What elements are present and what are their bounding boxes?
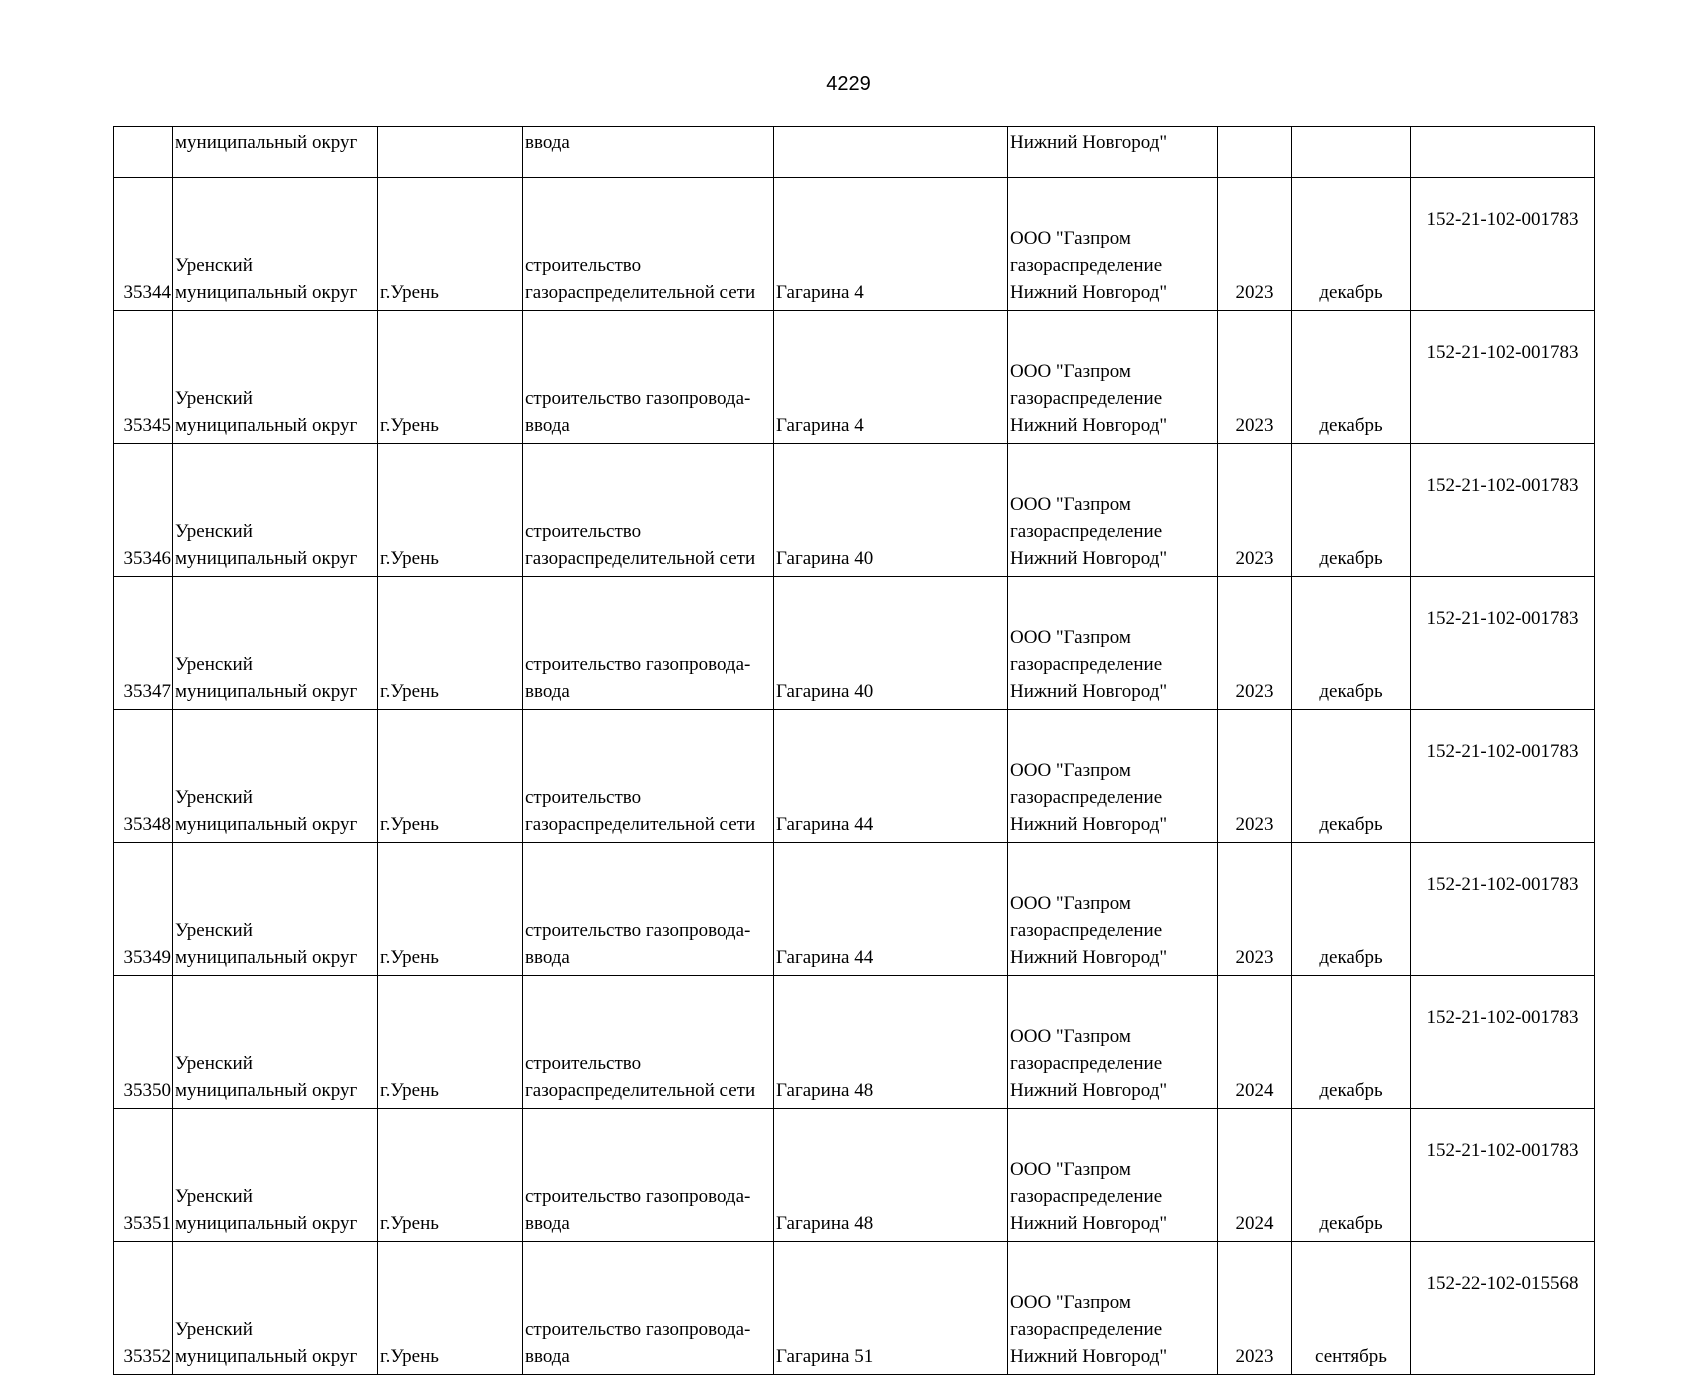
cell-locality (378, 976, 523, 1109)
cell-locality (378, 178, 523, 311)
cell-year (1218, 976, 1292, 1109)
district-line-2: муниципальный округ (175, 1080, 358, 1101)
cell-month (1292, 311, 1411, 444)
row-number: 35351 (123, 1213, 171, 1234)
cell-organization (1008, 976, 1218, 1109)
organization-line-1: ООО "Газпром (1010, 228, 1131, 249)
year-text: 2023 (1235, 947, 1274, 968)
address-text: Гагарина 4 (776, 415, 864, 436)
address-text: Гагарина 4 (776, 282, 864, 303)
address-text: Гагарина 44 (776, 947, 874, 968)
registry-code: 152-22-102-015568 (1426, 1273, 1579, 1294)
cell-organization (1008, 1109, 1218, 1242)
locality-text: г.Урень (380, 1080, 439, 1101)
cell-organization (1008, 311, 1218, 444)
cell-year (1218, 127, 1292, 178)
registry-code: 152-21-102-001783 (1426, 475, 1579, 496)
locality-text: г.Урень (380, 282, 439, 303)
cell-month (1292, 178, 1411, 311)
district-line-2: муниципальный округ (175, 947, 358, 968)
cell-district (173, 444, 378, 577)
district-line-2: муниципальный округ (175, 1346, 358, 1367)
cell-number (114, 577, 173, 710)
cell-month (1292, 444, 1411, 577)
registry-code: 152-21-102-001783 (1426, 1007, 1579, 1028)
locality-text: г.Урень (380, 548, 439, 569)
month-text: декабрь (1319, 282, 1383, 303)
cell-work-type (523, 577, 774, 710)
registry-code: 152-21-102-001783 (1426, 741, 1579, 762)
locality-text: г.Урень (380, 814, 439, 835)
cell-code (1411, 710, 1595, 843)
cell-year (1218, 577, 1292, 710)
work-line-2: ввода (525, 415, 570, 436)
cell-year (1218, 843, 1292, 976)
district-line-2: муниципальный округ (175, 282, 358, 303)
cell-number (114, 710, 173, 843)
month-text: декабрь (1319, 415, 1383, 436)
cell-work-type (523, 1109, 774, 1242)
cell-address (774, 976, 1008, 1109)
table-row (114, 710, 1595, 843)
organization-line-3: Нижний Новгород" (1010, 681, 1168, 702)
cell-address (774, 577, 1008, 710)
organization-line-2: газораспределение (1010, 1053, 1163, 1074)
year-text: 2023 (1235, 548, 1274, 569)
cell-work-type: ввода (523, 127, 774, 178)
locality-text: г.Урень (380, 1346, 439, 1367)
cell-district (173, 178, 378, 311)
cell-organization (1008, 577, 1218, 710)
cell-month (1292, 976, 1411, 1109)
work-line-1: строительство (525, 1053, 642, 1074)
cell-year (1218, 1242, 1292, 1375)
cell-locality (378, 127, 523, 178)
table-row (114, 577, 1595, 710)
cell-district (173, 976, 378, 1109)
work-line-2: газораспределительной сети (525, 1080, 756, 1101)
address-text: Гагарина 40 (776, 548, 874, 569)
cell-locality (378, 444, 523, 577)
cell-code (1411, 127, 1595, 178)
locality-text: г.Урень (380, 947, 439, 968)
cell-month (1292, 1242, 1411, 1375)
organization-line-1: ООО "Газпром (1010, 893, 1131, 914)
cell-address (774, 311, 1008, 444)
district-line-1: Уренский (175, 388, 253, 409)
cell-locality (378, 1109, 523, 1242)
organization-line-3: Нижний Новгород" (1010, 415, 1168, 436)
row-number: 35352 (123, 1346, 171, 1367)
registry-code: 152-21-102-001783 (1426, 1140, 1579, 1161)
cell-month (1292, 127, 1411, 178)
organization-line-3: Нижний Новгород" (1010, 947, 1168, 968)
organization-line-2: газораспределение (1010, 521, 1163, 542)
cell-number (114, 843, 173, 976)
organization-line-2: газораспределение (1010, 1319, 1163, 1340)
row-number: 35350 (123, 1080, 171, 1101)
locality-text: г.Урень (380, 1213, 439, 1234)
row-number: 35348 (123, 814, 171, 835)
organization-line-2: газораспределение (1010, 388, 1163, 409)
cell-code (1411, 843, 1595, 976)
cell-number (114, 178, 173, 311)
address-text: Гагарина 48 (776, 1213, 874, 1234)
cell-organization (1008, 843, 1218, 976)
year-text: 2023 (1235, 1346, 1274, 1367)
cell-address (774, 178, 1008, 311)
cell-organization (1008, 1242, 1218, 1375)
registry-table (113, 126, 1595, 1375)
organization-line-3: Нижний Новгород" (1010, 548, 1168, 569)
work-line-1: строительство газопровода- (525, 920, 751, 941)
cell-locality (378, 577, 523, 710)
organization-line-2: газораспределение (1010, 787, 1163, 808)
cell-year (1218, 444, 1292, 577)
cell-address (774, 843, 1008, 976)
table-row (114, 1242, 1595, 1375)
row-number: 35344 (123, 282, 171, 303)
table-row (114, 976, 1595, 1109)
cell-district (173, 311, 378, 444)
organization-line-2: газораспределение (1010, 654, 1163, 675)
cell-work-type (523, 311, 774, 444)
cell-district (173, 1242, 378, 1375)
cell-address (774, 1242, 1008, 1375)
page-number: 4229 (826, 73, 871, 95)
work-line-2: газораспределительной сети (525, 814, 756, 835)
work-line-1: строительство (525, 521, 642, 542)
cell-organization (1008, 710, 1218, 843)
district-line-2: муниципальный округ (175, 1213, 358, 1234)
organization-line-3: Нижний Новгород" (1010, 1346, 1168, 1367)
cell-locality (378, 710, 523, 843)
work-line-1: строительство газопровода- (525, 388, 751, 409)
organization-line-2: газораспределение (1010, 255, 1163, 276)
district-line-1: Уренский (175, 1053, 253, 1074)
cell-number (114, 444, 173, 577)
row-number: 35345 (123, 415, 171, 436)
cell-work-type (523, 1242, 774, 1375)
address-text: Гагарина 44 (776, 814, 874, 835)
address-text: Гагарина 40 (776, 681, 874, 702)
work-line-1: строительство (525, 255, 642, 276)
work-line-1: строительство газопровода- (525, 1186, 751, 1207)
table-row (114, 444, 1595, 577)
registry-code: 152-21-102-001783 (1426, 209, 1579, 230)
cell-number (114, 1109, 173, 1242)
cell-month (1292, 710, 1411, 843)
cell-work-type (523, 178, 774, 311)
cell-address (774, 444, 1008, 577)
work-line-2: ввода (525, 1213, 570, 1234)
month-text: декабрь (1319, 1213, 1383, 1234)
cell-code (1411, 976, 1595, 1109)
cell-work-type (523, 710, 774, 843)
cell-year (1218, 710, 1292, 843)
cell-work-type (523, 843, 774, 976)
district-line-2: муниципальный округ (175, 415, 358, 436)
cell-district (173, 1109, 378, 1242)
cell-code (1411, 178, 1595, 311)
table-row (114, 1109, 1595, 1242)
year-text: 2024 (1235, 1080, 1274, 1101)
district-line-1: Уренский (175, 521, 253, 542)
cell-work-type (523, 976, 774, 1109)
work-line-2: ввода (525, 681, 570, 702)
cell-number (114, 311, 173, 444)
cell-district (173, 843, 378, 976)
district-line-2: муниципальный округ (175, 814, 358, 835)
cell-district: муниципальный округ (173, 127, 378, 178)
cell-locality (378, 311, 523, 444)
cell-code (1411, 577, 1595, 710)
cell-code (1411, 1242, 1595, 1375)
organization-line-1: ООО "Газпром (1010, 627, 1131, 648)
month-text: сентябрь (1315, 1346, 1387, 1367)
table-row (114, 843, 1595, 976)
cell-address (774, 710, 1008, 843)
address-text: Гагарина 51 (776, 1346, 874, 1367)
month-text: декабрь (1319, 814, 1383, 835)
cell-locality (378, 1242, 523, 1375)
organization-line-1: ООО "Газпром (1010, 494, 1131, 515)
row-number: 35346 (123, 548, 171, 569)
address-text: Гагарина 48 (776, 1080, 874, 1101)
month-text: декабрь (1319, 548, 1383, 569)
cell-address (774, 1109, 1008, 1242)
cell-code (1411, 1109, 1595, 1242)
year-text: 2024 (1235, 1213, 1274, 1234)
organization-line-3: Нижний Новгород" (1010, 814, 1168, 835)
work-line-2: ввода (525, 1346, 570, 1367)
work-line-2: ввода (525, 947, 570, 968)
district-line-2: муниципальный округ (175, 548, 358, 569)
district-line-1: Уренский (175, 1319, 253, 1340)
cell-month (1292, 577, 1411, 710)
organization-line-3: Нижний Новгород" (1010, 282, 1168, 303)
table-row (114, 311, 1595, 444)
organization-line-1: ООО "Газпром (1010, 1159, 1131, 1180)
locality-text: г.Урень (380, 415, 439, 436)
work-line-2: газораспределительной сети (525, 548, 756, 569)
district-line-1: Уренский (175, 255, 253, 276)
month-text: декабрь (1319, 681, 1383, 702)
district-line-2: муниципальный округ (175, 681, 358, 702)
district-line-1: Уренский (175, 787, 253, 808)
cell-district (173, 710, 378, 843)
registry-code: 152-21-102-001783 (1426, 342, 1579, 363)
year-text: 2023 (1235, 282, 1274, 303)
organization-line-1: ООО "Газпром (1010, 1026, 1131, 1047)
organization-line-3: Нижний Новгород" (1010, 1213, 1168, 1234)
cell-month (1292, 1109, 1411, 1242)
work-line-2: газораспределительной сети (525, 282, 756, 303)
cell-locality (378, 843, 523, 976)
cell-code (1411, 311, 1595, 444)
registry-code: 152-21-102-001783 (1426, 608, 1579, 629)
cell-address (774, 127, 1008, 178)
organization-line-2: газораспределение (1010, 1186, 1163, 1207)
row-number: 35347 (123, 681, 171, 702)
table-row-continuation (114, 127, 1595, 178)
row-number: 35349 (123, 947, 171, 968)
cell-number (114, 1242, 173, 1375)
table-row (114, 178, 1595, 311)
district-line-1: Уренский (175, 1186, 253, 1207)
cell-year (1218, 311, 1292, 444)
organization-line-1: ООО "Газпром (1010, 361, 1131, 382)
cell-code (1411, 444, 1595, 577)
locality-text: г.Урень (380, 681, 439, 702)
cell-month (1292, 843, 1411, 976)
organization-line-2: газораспределение (1010, 920, 1163, 941)
cell-year (1218, 1109, 1292, 1242)
month-text: декабрь (1319, 947, 1383, 968)
work-line-1: строительство газопровода- (525, 654, 751, 675)
cell-number (114, 127, 173, 178)
cell-year (1218, 178, 1292, 311)
district-line-1: Уренский (175, 654, 253, 675)
work-line-1: строительство газопровода- (525, 1319, 751, 1340)
month-text: декабрь (1319, 1080, 1383, 1101)
cell-number (114, 976, 173, 1109)
year-text: 2023 (1235, 415, 1274, 436)
cell-organization (1008, 444, 1218, 577)
work-line-1: строительство (525, 787, 642, 808)
year-text: 2023 (1235, 814, 1274, 835)
year-text: 2023 (1235, 681, 1274, 702)
organization-line-1: ООО "Газпром (1010, 1292, 1131, 1313)
cell-work-type (523, 444, 774, 577)
organization-line-3: Нижний Новгород" (1010, 1080, 1168, 1101)
district-line-1: Уренский (175, 920, 253, 941)
cell-organization: Нижний Новгород" (1008, 127, 1218, 178)
organization-line-1: ООО "Газпром (1010, 760, 1131, 781)
cell-district (173, 577, 378, 710)
cell-organization (1008, 178, 1218, 311)
registry-code: 152-21-102-001783 (1426, 874, 1579, 895)
